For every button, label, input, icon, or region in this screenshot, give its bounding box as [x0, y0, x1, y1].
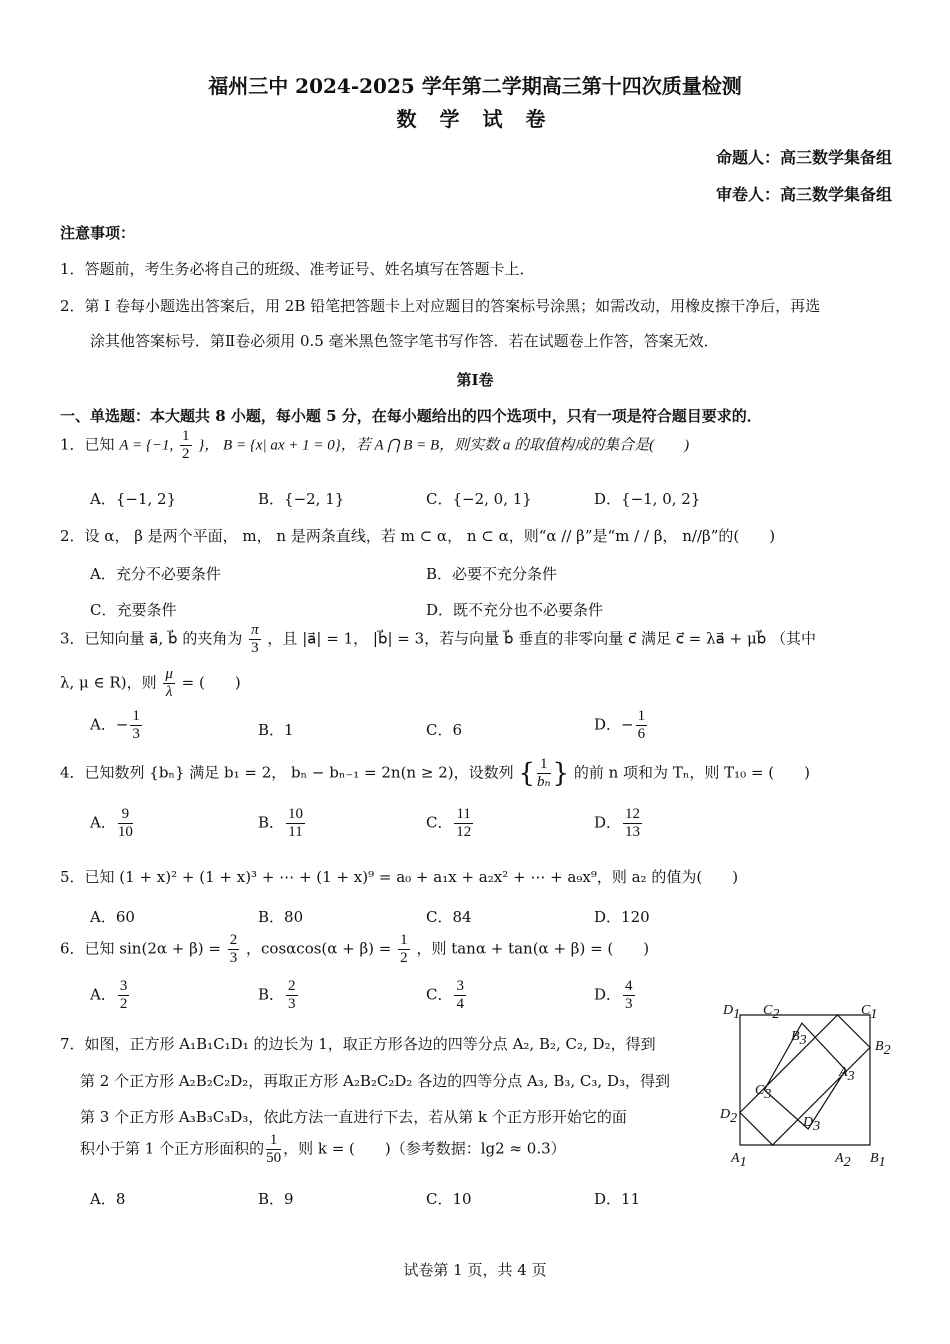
q3-option-a: A．− $\frac{1}{3}$ — [90, 708, 140, 742]
q4-option-c: C． $\frac{11}{12}$ — [426, 806, 472, 840]
author-line: 命题人：高三数学集备组 — [715, 148, 892, 167]
fraction: $\frac{1}{2}$ — [182, 428, 190, 462]
note-2a: 2．第 I 卷每小题选出答案后，用 2B 铅笔把答题卡上对应题目的答案标号涂黑；如需改动，用橡皮擦干净后，再选 — [60, 297, 821, 315]
q4-option-d: D． $\frac{12}{13}$ — [594, 806, 641, 840]
question-3-stem-line2: λ, μ ∈ R)，则 $\frac{\mu}{\lambda}$ = ( ) — [60, 666, 241, 700]
q5-option-c: C．84 — [426, 908, 472, 926]
fraction: $\frac{1}{\text{bₙ}}$ — [536, 756, 551, 790]
question-6-stem: 6．已知 sin(2α + β) = $\frac{2}{3}$ ，cosαcos(α + β) = $\frac{1}{2}$ ，则 tanα + tan(α + β) = ( ) — [60, 932, 650, 966]
exam-title: 福州三中 2024-2025 学年第二学期高三第十四次质量检测 — [208, 74, 742, 98]
question-7-line2: 第 2 个正方形 A₂B₂C₂D₂，再取正方形 A₂B₂C₂D₂ 各边的四等分点 A₃, B₃, C₃, D₃，得到 — [80, 1072, 670, 1090]
question-5-stem: 5．已知 (1 + x)² + (1 + x)³ + ⋯ + (1 + x)⁹ = a₀ + a₁x + a₂x² + ⋯ + a₉x⁹，则 a₂ 的值为( ) — [60, 868, 739, 886]
q2-option-b: B．必要不充分条件 — [426, 565, 558, 583]
q2-option-a: A．充分不必要条件 — [90, 565, 221, 583]
label-c2: C2 — [763, 1003, 780, 1022]
label-d2: D2 — [720, 1107, 738, 1126]
label-d3: D3 — [803, 1115, 821, 1134]
question-7-line1: 7．如图，正方形 A₁B₁C₁D₁ 的边长为 1，取正方形各边的四等分点 A₂, B₂, C₂, D₂，得到 — [60, 1035, 656, 1053]
q7-option-a: A．8 — [90, 1190, 126, 1208]
q5-option-b: B．80 — [258, 908, 304, 926]
label-b2: B2 — [875, 1039, 891, 1058]
q3-option-b: B．1 — [258, 721, 294, 739]
question-1-stem: 1．已知 A = {−1, $\frac{1}{2}$ }， B = {x| ax + 1 = 0}，若 A ⋂ B = B，则实数 a 的取值构成的集合是( ) — [60, 428, 690, 462]
label-b3: B3 — [791, 1029, 807, 1048]
label-b1: B1 — [870, 1151, 886, 1170]
question-7-line4: 积小于第 1 个正方形面积的 $\frac{1}{50}$ ，则 k = ( )（参考数据：lg2 ≈ 0.3） — [80, 1132, 566, 1166]
question-2-stem: 2．设 α， β 是两个平面， m， n 是两条直线，若 m ⊂ α， n ⊂ α，则“α // β”是“m / / β， n//β”的( ) — [60, 527, 776, 545]
q7-option-c: C．10 — [426, 1190, 472, 1208]
notes-heading: 注意事项： — [60, 224, 136, 242]
q5-option-a: A．60 — [90, 908, 135, 926]
label-a1: A1 — [731, 1151, 747, 1170]
question-7-line3: 第 3 个正方形 A₃B₃C₃D₃，依此方法一直进行下去，若从第 k 个正方形开始它的面 — [80, 1108, 627, 1126]
part-title: 第Ⅰ卷 — [456, 371, 494, 389]
q4-option-a: A． $\frac{9}{10}$ — [90, 806, 133, 840]
label-a2: A2 — [835, 1151, 851, 1170]
label-a3: A3 — [839, 1065, 855, 1084]
q4-option-b: B． $\frac{10}{11}$ — [258, 806, 304, 840]
label-d1: D1 — [723, 1003, 741, 1022]
fraction: $\frac{\mu}{\lambda}$ — [165, 666, 173, 700]
q6-option-d: D． $\frac{4}{3}$ — [594, 978, 633, 1012]
nested-squares-figure — [715, 990, 905, 1170]
section-heading: 一、单选题：本大题共 8 小题，每小题 5 分，在每小题给出的四个选项中，只有一项是符合题目要求的． — [60, 407, 762, 425]
q5-option-d: D．120 — [594, 908, 650, 926]
note-1: 1．答题前，考生务必将自己的班级、准考证号、姓名填写在答题卡上． — [60, 260, 535, 278]
fraction: $\frac{\pi}{3}$ — [251, 622, 259, 656]
question-4-stem: 4．已知数列 {bₙ} 满足 b₁ = 2， bₙ − bₙ₋₁ = 2n(n ≥ 2)，设数列 { $\frac{1}{\text{bₙ}}$ } 的前 n 项和为 Tₙ，则 T₁₀ = ( ) — [60, 756, 810, 790]
q6-option-a: A． $\frac{3}{2}$ — [90, 978, 128, 1012]
page-footer: 试卷第 1 页，共 4 页 — [403, 1261, 547, 1279]
q7-option-b: B．9 — [258, 1190, 294, 1208]
note-2b: 涂其他答案标号．第Ⅱ卷必须用 0.5 毫米黑色签字笔书写作答．若在试题卷上作答，答案无效． — [90, 332, 719, 350]
q3-option-c: C．6 — [426, 721, 463, 739]
q1-option-a: A．{−1, 2} — [90, 490, 177, 508]
q6-option-b: B． $\frac{2}{3}$ — [258, 978, 296, 1012]
q7-option-d: D．11 — [594, 1190, 641, 1208]
q3-option-d: D．− $\frac{1}{6}$ — [594, 708, 646, 742]
question-3-stem-line1: 3．已知向量 a⃗, b⃗ 的夹角为 $\frac{\pi}{3}$ ，且 |a⃗| = 1， |b⃗| = 3，若与向量 b⃗ 垂直的非零向量 c⃗ 满足 c⃗ = λa⃗ + μb⃗ （其中 — [60, 622, 816, 656]
q1-option-d: D．{−1, 0, 2} — [594, 490, 701, 508]
reviewer-line: 审卷人：高三数学集备组 — [715, 185, 892, 204]
label-c1: C1 — [861, 1003, 878, 1022]
q1-option-b: B．{−2, 1} — [258, 490, 345, 508]
q2-option-c: C．充要条件 — [90, 601, 177, 619]
q2-option-d: D．既不充分也不必要条件 — [426, 601, 604, 619]
label-c3: C3 — [755, 1083, 772, 1102]
exam-subtitle: 数 学 试 卷 — [396, 107, 554, 131]
q6-option-c: C． $\frac{3}{4}$ — [426, 978, 464, 1012]
q1-option-c: C．{−2, 0, 1} — [426, 490, 532, 508]
